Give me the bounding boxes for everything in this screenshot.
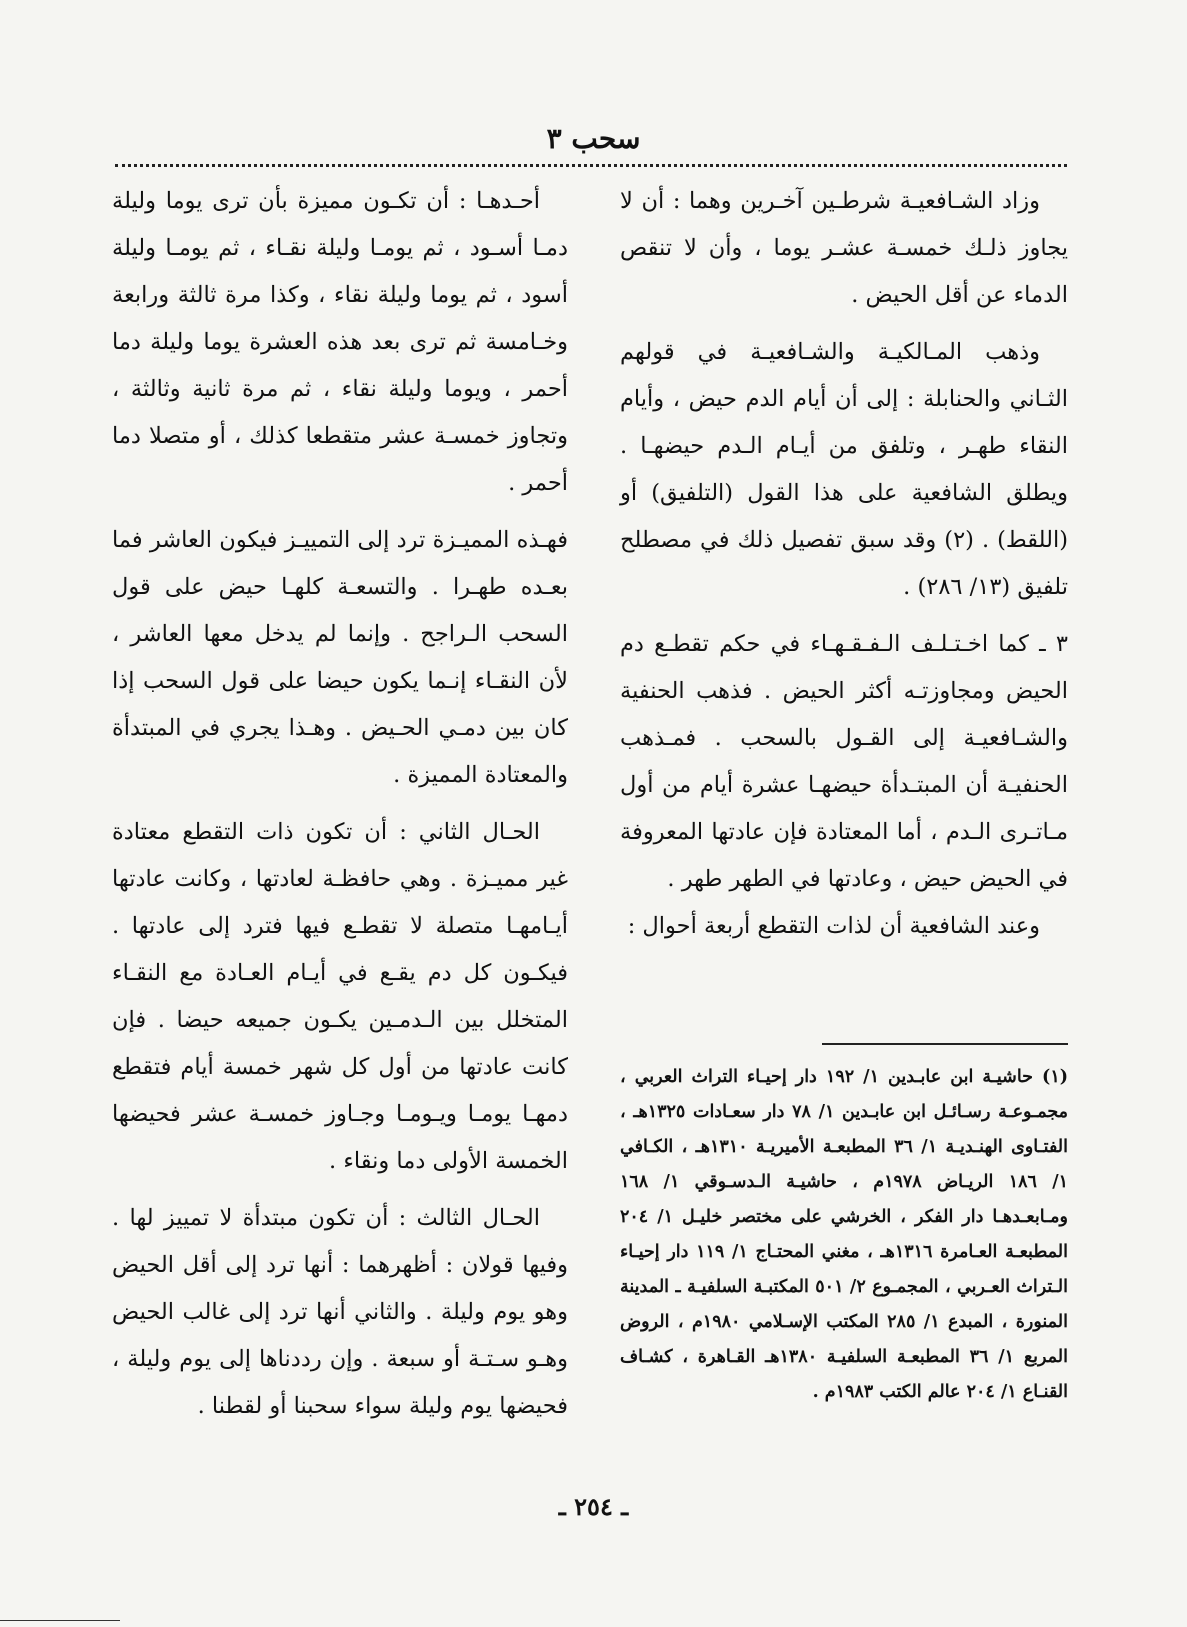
paragraph: وذهب المـالكيـة والشـافعيـة في قولهم الثـاني والحنابلة : إلى أن أيام الدم حيض ، وأيام النقاء طهـر ، وتلفق من أيـام الـدم حيضهـا . ويطلق الشافعية على هذا القول (التلفيق) أو (اللقط) . (٢) وقد سبق تفصيل ذلك في مصطلح تلفيق (١٣/ ٢٨٦) .: [620, 339, 1068, 600]
footnote-divider: [822, 1043, 1068, 1045]
paragraph: وزاد الشـافعيـة شرطـين آخـرين وهما : أن لا يجاوز ذلـك خمسـة عشـر يوما ، وأن لا تنقص الدماء عن أقل الحيض .: [620, 188, 1068, 308]
header-dotted-divider: [115, 164, 1067, 167]
paragraph: الحـال الثالث : أن تكون مبتدأة لا تمييز لها . وفيها قولان : أظهرهما : أنها ترد إلى أقل الحيض وهو يوم وليلة . والثاني أنها ترد إلى غالب الحيض وهـو سـتـة أو سبعة . وإن رددناها إلى يوم وليلة ، فحيضها يوم وليلة سواء سحبنا أو لقطنا .: [112, 1205, 568, 1419]
page-number: ـ ٢٥٤ ـ: [558, 1492, 629, 1521]
scan-edge-line: [0, 1620, 120, 1621]
paragraph: فهـذه المميـزة ترد إلى التمييـز فيكون العاشر فما بعـده طهـرا . والتسعـة كلهـا حيض على قول السحب الـراجح . وإنما لم يدخل معها العاشر ، لأن النقـاء إنـما يكون حيضا على قول السحب إذا كان بين دمـي الحـيض . وهـذا يجري في المبتدأة والمعتادة المميزة .: [112, 527, 568, 788]
footnote-text: (١) حاشيـة ابن عابـدين ١/ ١٩٢ دار إحيـاء التراث العربي ، مجمـوعـة رسـائـل ابن عابـدين ١/ ٧٨ دار سعـادات ١٣٢٥هـ ، الفتـاوى الهنـديـة ١/ ٣٦ المطبعـة الأميريـة ١٣١٠هـ ، الكـافي ١/ ١٨٦ الريـاض ١٩٧٨م ، حاشيـة الـدسـوقي ١/ ١٦٨ ومـابعـدهـا دار الفكر ، الخرشي على مختصر خليـل ١/ ٢٠٤ المطبعـة العـامرة ١٣١٦هـ ، مغني المحتـاج ١/ ١١٩ دار إحيـاء الـتراث العـربي ، المجمـوع ٢/ ٥٠١ المكتبـة السلفيـة ـ المدينة المنورة ، المبدع ١/ ٢٨٥ المكتب الإسـلامي ١٩٨٠م ، الروض المربع ١/ ٣٦ المطبعـة السلفيـة ١٣٨٠هـ القـاهرة ، كشـاف القنـاع ١/ ٢٠٤ عالم الكتب ١٩٨٣م .: [620, 1067, 1069, 1402]
left-column: [112, 178, 568, 1430]
paragraph: ٣ ـ كما اخـتـلـف الـفـقـهـاء في حكم تقطـع دم الحيض ومجاوزتـه أكثر الحيض . فذهب الحنفية والشـافعيـة إلى القـول بالسحب . فمـذهب الحنفيـة أن المبتـدأة حيضهـا عشرة أيام من أول مـاتـرى الـدم ، أما المعتادة فإن عادتها المعروفة في الحيض حيض ، وعادتها في الطهر طهر .: [620, 631, 1068, 892]
footnote: [620, 1060, 1068, 1410]
right-column: [620, 178, 1068, 950]
page-title: سحب ٣: [546, 122, 641, 155]
paragraph: وعند الشافعية أن لذات التقطع أربعة أحوال :: [627, 913, 1040, 939]
paragraph: الحـال الثاني : أن تكون ذات التقطع معتادة غير مميـزة . وهي حافظـة لعادتها ، وكانت عادتها أيـامهـا متصلة لا تقطـع فيها فترد إلى عادتها . فيكـون كل دم يقـع في أيـام العـادة مع النقـاء المتخلل بين الـدمـين يكـون جميعه حيضا . فإن كانت عادتها من أول كل شهر خمسة أيام فتقطع دمهـا يومـا ويـومـا وجـاوز خمسـة عشر فحيضها الخمسة الأولى دما ونقاء .: [112, 819, 568, 1174]
paragraph: أحـدهـا : أن تكـون مميزة بأن ترى يوما وليلة دمـا أسـود ، ثم يومـا وليلة نقـاء ، ثم يومـا وليلة أسود ، ثم يوما وليلة نقاء ، وكذا مرة ثالثة ورابعة وخـامسة ثم ترى بعد هذه العشرة يوما وليلة دما أحمر ، ويوما وليلة نقاء ، ثم مرة ثانية وثالثة ، وتجاوز خمسـة عشر متقطعا كذلك ، أو متصلا دما أحمر .: [112, 188, 568, 496]
